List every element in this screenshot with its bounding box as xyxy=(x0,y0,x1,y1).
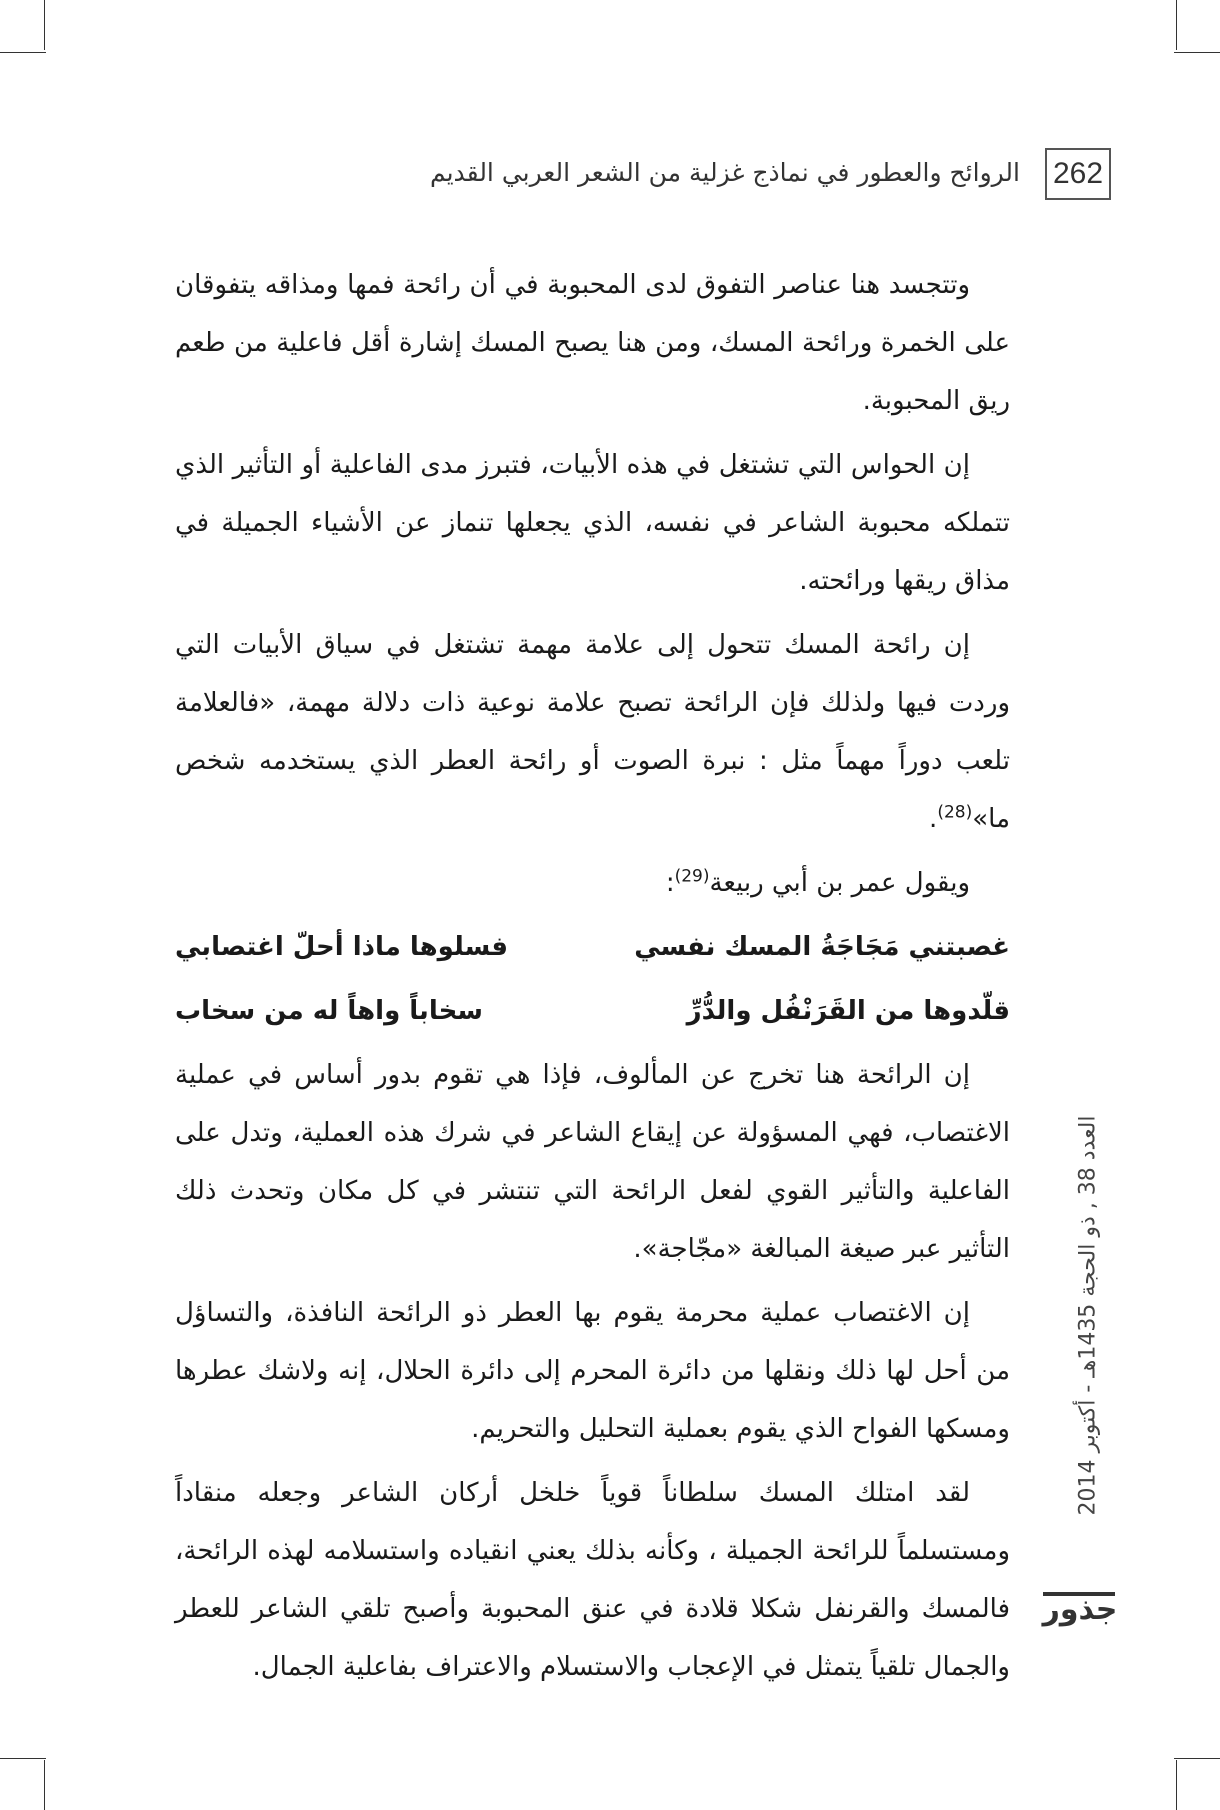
verse-line xyxy=(175,918,1010,976)
verse-first-hemistich: قلّدوها من القَرَنْفُل والدُّرِّ xyxy=(686,996,1010,1026)
verse-line xyxy=(175,982,1010,1040)
punctuation: . xyxy=(929,804,938,834)
paragraph: إن الاغتصاب عملية محرمة يقوم بها العطر ذو الرائحة النافذة، والتساؤل من أحل لها ذلك ونقلها من دائرة المحرم إلى دائرة الحلال، إنه ولاشك عطرها ومسكها الفواح الذي يقوم بعملية التحليل والتحريم. xyxy=(175,1298,1010,1444)
issue-info-sidebar xyxy=(1068,1080,1108,1550)
paragraph xyxy=(175,616,1010,848)
verse-intro xyxy=(175,854,1010,912)
page-number: 262 xyxy=(1045,148,1111,200)
footnote-ref: (29) xyxy=(674,866,710,887)
verse-first-hemistich: غصبتني مَجَاجَةُ المسك نفسي xyxy=(634,932,1010,962)
running-title: الروائح والعطور في نماذج غزلية من الشعر العربي القديم xyxy=(429,158,1020,187)
crop-mark xyxy=(1174,1758,1220,1759)
issue-info: العدد 38 , ذو الحجة 1435هـ - أكتوبر 2014 xyxy=(1075,1114,1101,1516)
paragraph-text: إن رائحة المسك تتحول إلى علامة مهمة تشتغل في سياق الأبيات التي وردت فيها ولذلك فإن الرائحة تصبح علامة نوعية ذات دلالة مهمة، «فالعلامة تلعب دوراً مهماً مثل : نبرة الصوت أو رائحة العطر الذي يستخدمه شخص ما» xyxy=(175,630,1010,834)
punctuation: : xyxy=(665,868,675,898)
verse-second-hemistich: سخاباً واهاً له من سخاب xyxy=(175,996,483,1026)
crop-mark xyxy=(0,52,46,53)
crop-mark xyxy=(1174,52,1220,53)
crop-mark xyxy=(0,1758,46,1759)
paragraph: إن الحواس التي تشتغل في هذه الأبيات، فتبرز مدى الفاعلية أو التأثير الذي تتملكه محبوبة الشاعر في نفسه، الذي يجعلها تنماز عن الأشياء الجميلة في مذاق ريقها ورائحته. xyxy=(175,450,1010,596)
journal-logo: جذور xyxy=(1042,1592,1118,1627)
verse-intro-text: ويقول عمر بن أبي ربيعة xyxy=(709,868,970,898)
crop-mark xyxy=(1176,1760,1177,1810)
crop-mark xyxy=(44,0,45,50)
crop-mark xyxy=(44,1760,45,1810)
crop-mark xyxy=(1176,0,1177,50)
paragraph: لقد امتلك المسك سلطاناً قوياً خلخل أركان الشاعر وجعله منقاداً ومستسلماً للرائحة الجميلة ، وكأنه بذلك يعني انقياده واستسلامه لهذه الرائحة، فالمسك والقرنفل شكلا قلادة في عنق المحبوبة وأصبح تلقي الشاعر للعطر والجمال تلقياً يتمثل في الإعجاب والاستسلام والاعتراف بفاعلية الجمال. xyxy=(175,1478,1010,1682)
article-body xyxy=(175,256,1010,1702)
verse-second-hemistich: فسلوها ماذا أحلّ اغتصابي xyxy=(175,932,509,962)
paragraph: وتتجسد هنا عناصر التفوق لدى المحبوبة في أن رائحة فمها ومذاقه يتفوقان على الخمرة ورائحة المسك، ومن هنا يصبح المسك إشارة أقل فاعلية من طعم ريق المحبوبة. xyxy=(175,270,1010,416)
footnote-ref: (28) xyxy=(937,802,973,823)
paragraph: إن الرائحة هنا تخرج عن المألوف، فإذا هي تقوم بدور أساس في عملية الاغتصاب، فهي المسؤولة عن إيقاع الشاعر في شرك هذه العملية، وتدل على الفاعلية والتأثير القوي لفعل الرائحة التي تنتشر في كل مكان وتحدث ذلك التأثير عبر صيغة المبالغة «مجّاجة». xyxy=(175,1060,1010,1264)
